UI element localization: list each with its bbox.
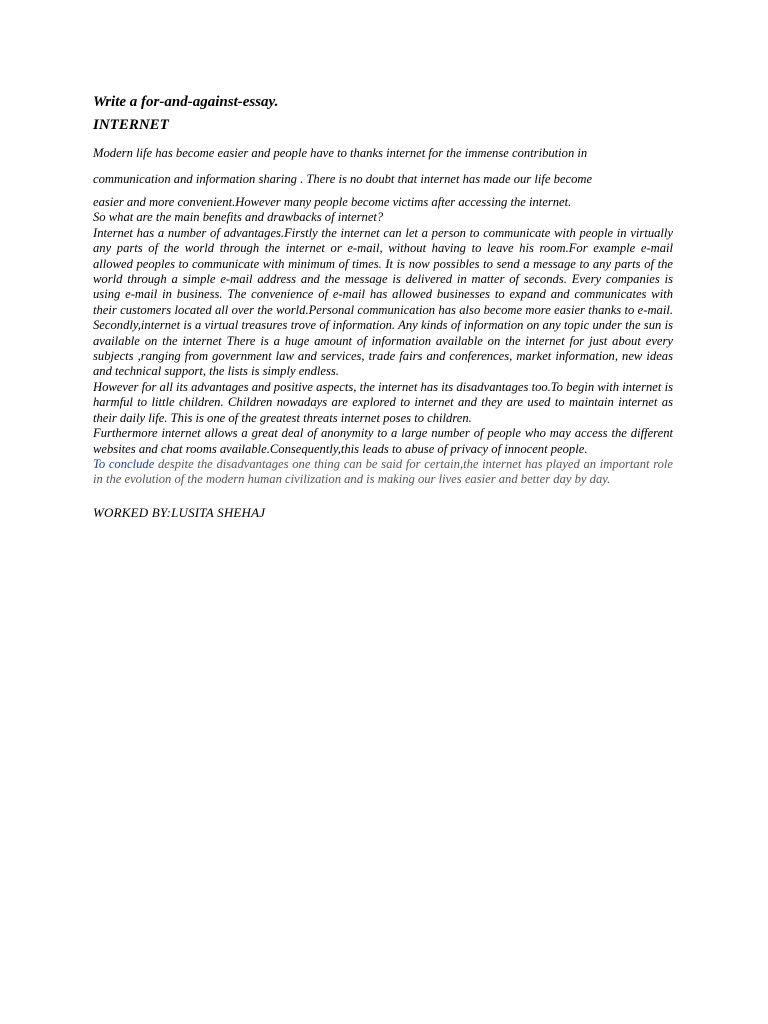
conclusion-lead: To conclude bbox=[93, 456, 155, 471]
intro-line: Modern life has become easier and people have to thanks internet for the immense contribution in bbox=[93, 146, 588, 160]
advantages-paragraph: Internet has a number of advantages.Firstly the internet can let a person to communicate with people in virtually any parts of the world through the internet or e-mail, without having to leave his room.For example e-mail allowed peoples to communicate with minimum of times. It is now possibles to send a message to any parts of the world through a simple e-mail address and the message is delivered in matter of seconds. Every companies is using e-mail in business. The convenience of e-mail has allowed businesses to expand and communicates with their customers located all over the world.Personal communication has also become more easier thanks to e-mail. Secondly,internet is a virtual treasures trove of information. Any kinds of information on any topic under the sun is available on the internet There is a huge amount of information available on the internet for just about every subjects ,ranging from government law and services, trade fairs and conferences, market information, new ideas and technical support, the lists is simply endless. bbox=[93, 225, 673, 379]
conclusion-text: despite the disadvantages one thing can be said for certain,the internet has played an important role in the evolution of the modern human civilization and is making our lives easier and better day by day. bbox=[93, 456, 674, 487]
anonymity-paragraph: Furthermore internet allows a great deal of anonymity to a large number of people who may access the different websites and chat rooms available.Consequently,this leads to abuse of privacy of innocent people. bbox=[93, 426, 673, 456]
essay-page bbox=[93, 92, 673, 521]
intro-paragraph bbox=[93, 140, 673, 192]
intro-line: communication and information sharing . There is no doubt that internet has made our life become bbox=[93, 172, 593, 186]
conclusion-paragraph bbox=[93, 457, 673, 488]
disadvantages-paragraph: However for all its advantages and positive aspects, the internet has its disadvantages too.To begin with internet is harmful to little children. Children nowadays are explored to internet and they are used to maintain internet as their daily life. This is one of the greatest threats internet poses to children. bbox=[93, 379, 673, 425]
essay-body bbox=[93, 195, 673, 488]
task-heading: Write a for-and-against-essay. bbox=[93, 94, 279, 110]
question-line: So what are the main benefits and drawbacks of internet? bbox=[93, 210, 384, 225]
intro-line: easier and more convenient.However many people become victims after accessing the internet. bbox=[93, 195, 572, 209]
signature-line: WORKED BY:LUSITA SHEHAJ bbox=[93, 504, 266, 520]
essay-title: INTERNET bbox=[93, 117, 169, 133]
